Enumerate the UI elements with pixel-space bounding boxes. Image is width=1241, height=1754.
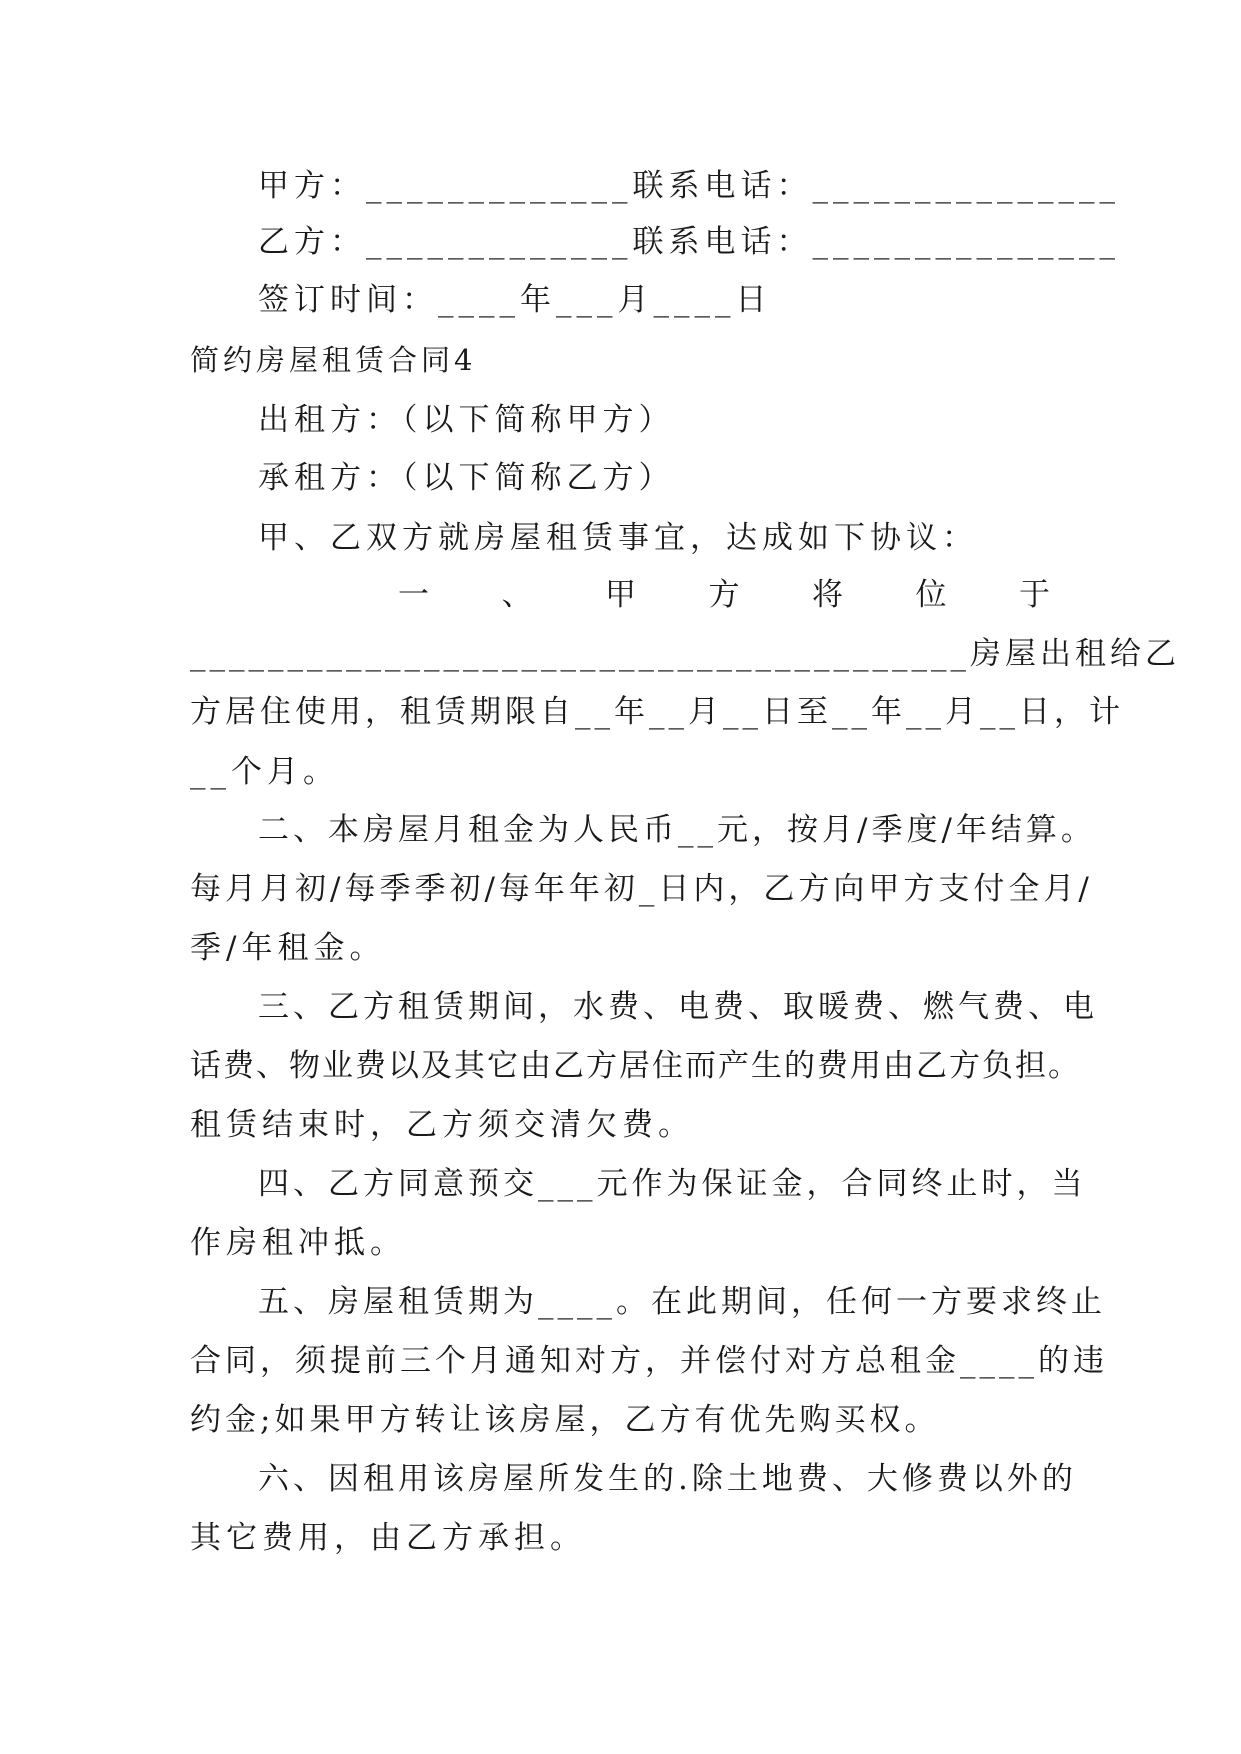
clause-1-line: ________________________________________房屋出租给乙: [190, 636, 1180, 672]
clause-3-line: 三、乙方租赁期间，水费、电费、取暖费、燃气费、电: [258, 989, 1098, 1025]
clause-1-char: 方: [708, 577, 740, 613]
clause-1-line: 方居住使用，租赁期限自__年__月__日至__年__月__日，计: [190, 694, 1124, 730]
clause-3-line: 租赁结束时，乙方须交清欠费。: [190, 1107, 694, 1143]
signing-date-line: 签订时间：____年___月____日: [258, 282, 772, 318]
clause-1-heading-spread: [398, 575, 1050, 615]
clause-1-char: 于: [1019, 577, 1050, 613]
clause-5-line: 五、房屋租赁期为____。在此期间，任何一方要求终止: [258, 1284, 1106, 1320]
clause-4-line: 作房租冲抵。: [190, 1225, 406, 1261]
clause-1-char: 甲: [605, 577, 636, 613]
lessor-line: 出租方：（以下简称甲方）: [258, 402, 675, 438]
clause-3-line: 话费、物业费以及其它由乙方居住而产生的费用由乙方负担。: [190, 1048, 1081, 1084]
clause-1-line: __个月。: [190, 754, 339, 790]
clause-1-char: 一: [398, 577, 429, 613]
clause-5-line: 约金;如果甲方转让该房屋，乙方有优先购买权。: [190, 1402, 940, 1438]
clause-1-char: 位: [915, 577, 947, 613]
agreement-intro: 甲、乙双方就房屋租赁事宜，达成如下协议：: [258, 520, 978, 556]
clause-5-line: 合同，须提前三个月通知对方，并偿付对方总租金____的违: [190, 1343, 1108, 1379]
clause-6-line: 六、因租用该房屋所发生的.除土地费、大修费以外的: [258, 1461, 1077, 1497]
clause-2-line: 二、本房屋月租金为人民币__元，按月/季度/年结算。: [258, 812, 1096, 848]
clause-2-line: 季/年租金。: [190, 930, 386, 966]
lessee-line: 承租方：（以下简称乙方）: [258, 460, 675, 496]
clause-6-line: 其它费用，由乙方承担。: [190, 1520, 586, 1556]
party-a-line: 甲方：_____________联系电话：_______________: [258, 168, 1120, 204]
contract-title: 简约房屋租赁合同4: [190, 343, 477, 377]
party-b-line: 乙方：_____________联系电话：_______________: [258, 224, 1120, 260]
clause-1-char: 、: [501, 577, 533, 613]
clause-2-line: 每月月初/每季季初/每年年初_日内，乙方向甲方支付全月/: [190, 871, 1093, 907]
clause-1-char: 将: [812, 577, 843, 613]
clause-4-line: 四、乙方同意预交___元作为保证金，合同终止时，当: [258, 1166, 1087, 1202]
